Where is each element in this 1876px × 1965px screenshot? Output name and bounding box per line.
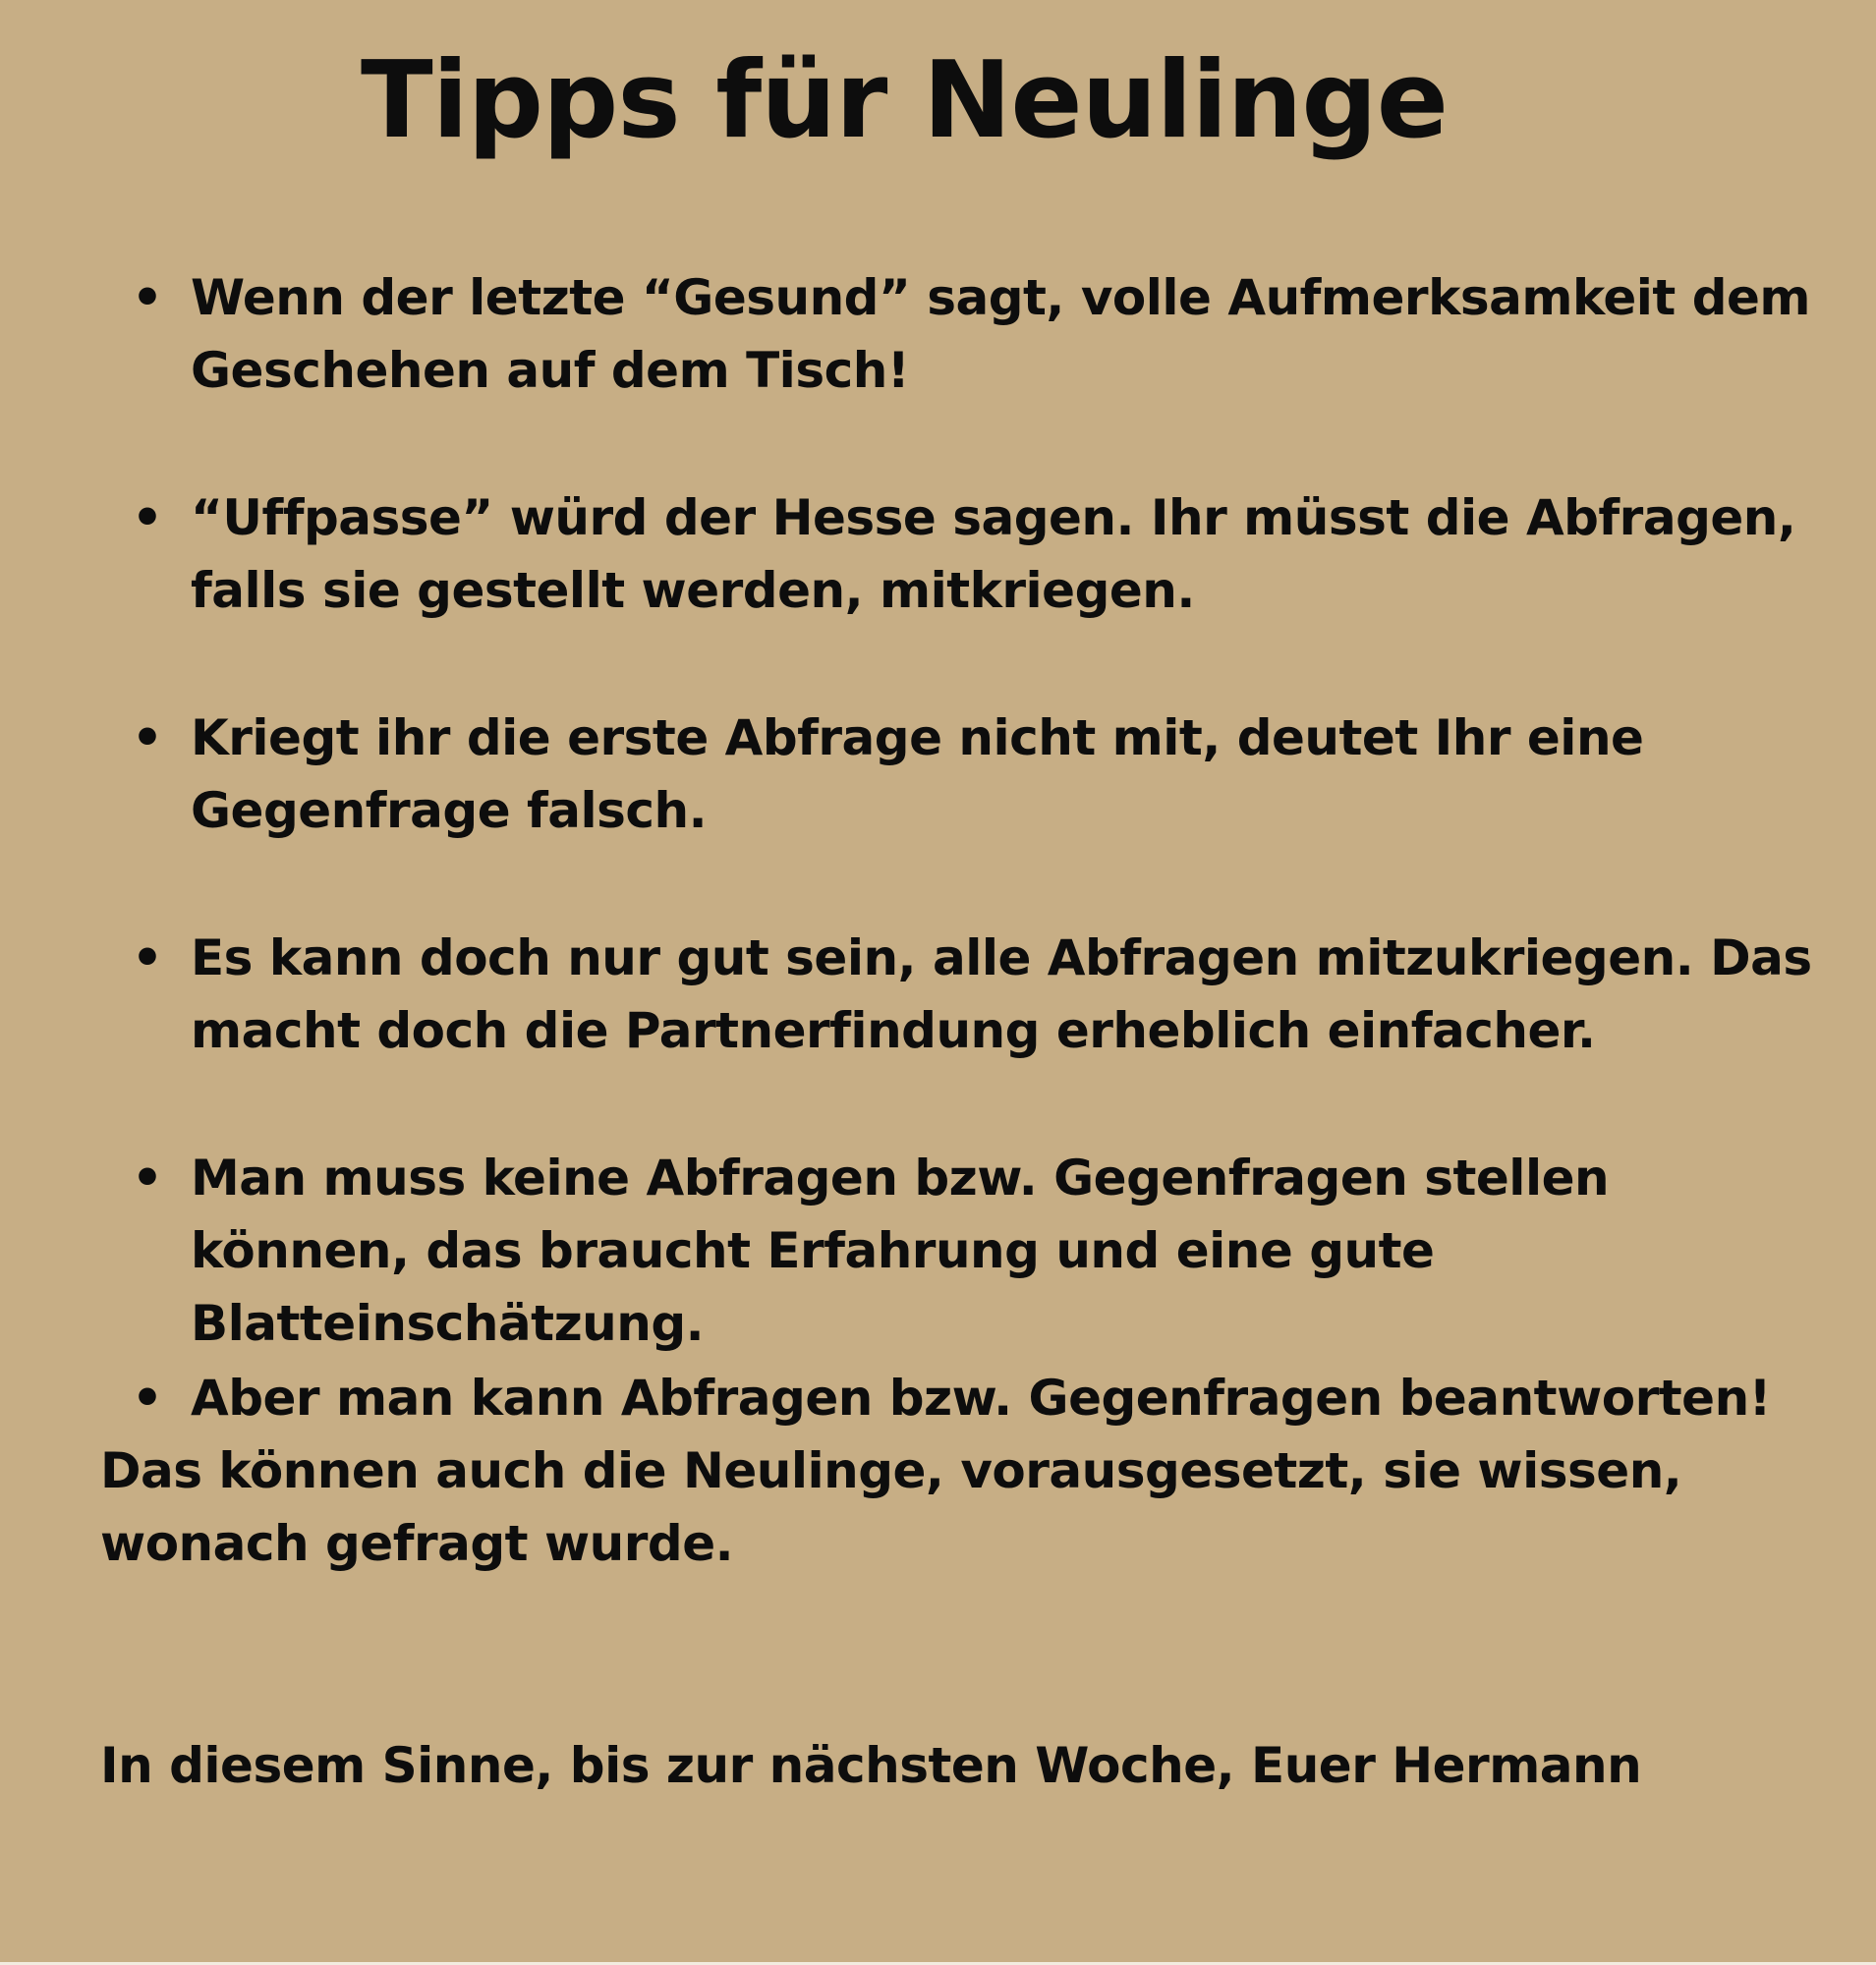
bullet-icon: • bbox=[132, 1370, 163, 1427]
tip-item bbox=[132, 702, 1812, 847]
tip-text: Aber man kann Abfragen bzw. Gegenfragen beantworten! bbox=[191, 1370, 1771, 1427]
closing-signature: In diesem Sinne, bis zur nächsten Woche, Euer Hermann bbox=[100, 1737, 1642, 1794]
tip-text: Wenn der letzte “Gesund” sagt, volle Aufmerksamkeit dem Geschehen auf dem Tisch! bbox=[191, 269, 1811, 399]
tip-text: Man muss keine Abfragen bzw. Gegenfragen stellen können, das braucht Erfahrung und eine gute Blatteinschätzung. bbox=[191, 1150, 1610, 1352]
tip-item bbox=[132, 481, 1812, 627]
tip-text: Kriegt ihr die erste Abfrage nicht mit, deutet Ihr eine Gegenfrage falsch. bbox=[191, 709, 1644, 839]
tip-item bbox=[132, 922, 1812, 1067]
bullet-icon: • bbox=[132, 489, 163, 546]
tip-text: “Uffpasse” würd der Hesse sagen. Ihr müsst die Abfragen, falls sie gestellt werden, mitkriegen. bbox=[191, 489, 1796, 619]
tip-item bbox=[132, 261, 1812, 407]
tip-item bbox=[132, 1362, 1812, 1434]
tip-text: Es kann doch nur gut sein, alle Abfragen mitzukriegen. Das macht doch die Partnerfindung erheblich einfacher. bbox=[191, 929, 1812, 1059]
bullet-icon: • bbox=[132, 929, 163, 986]
bullet-icon: • bbox=[132, 1150, 163, 1207]
tip-item bbox=[132, 1142, 1812, 1360]
bullet-icon: • bbox=[132, 269, 163, 326]
page-title: Tipps für Neulinge bbox=[361, 39, 1448, 162]
tip-continuation-text: Das können auch die Neulinge, vorausgesetzt, sie wissen, wonach gefragt wurde. bbox=[100, 1442, 1682, 1572]
bullet-icon: • bbox=[132, 709, 163, 766]
